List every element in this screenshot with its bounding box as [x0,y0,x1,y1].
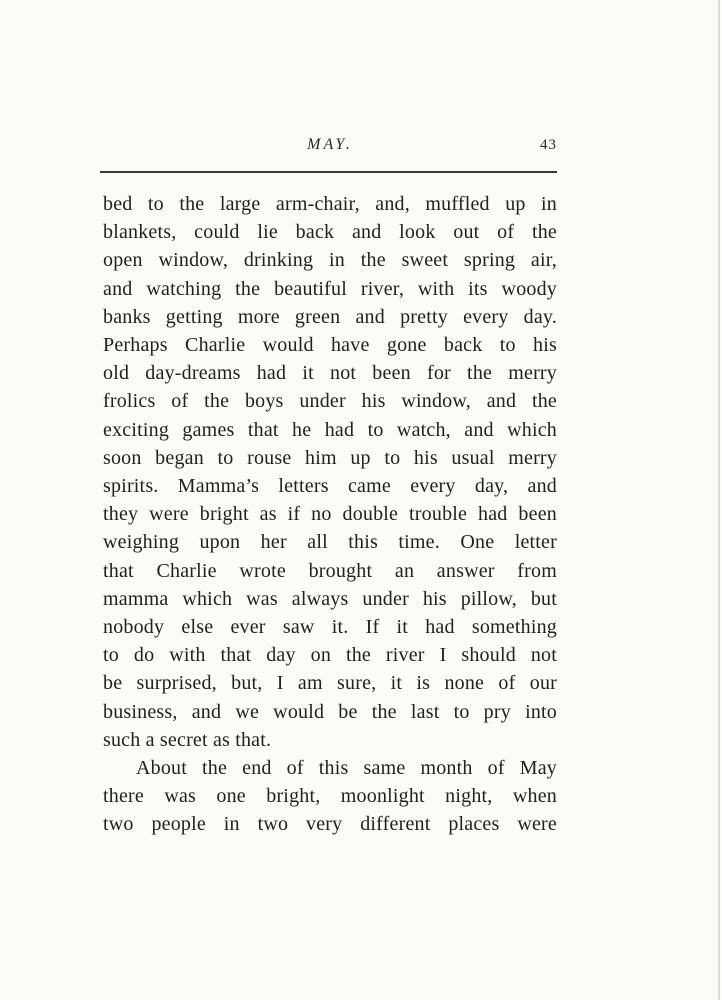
text-line: and watching the beautiful river, with its woody [103,277,557,300]
text-line: open window, drinking in the sweet spring air, [103,249,557,272]
header-rule [100,171,557,173]
text-line: weighing upon her all this time. One letter [103,531,557,554]
text-line: spirits. Mamma’s letters came every day, and [103,475,557,498]
running-head [103,136,557,158]
text-line: nobody else ever saw it. If it had something [103,616,557,639]
text-line: there was one bright, moonlight night, when [103,785,557,808]
text-line: be surprised, but, I am sure, it is none of our [103,672,557,695]
text-line: exciting games that he had to watch, and which [103,418,557,441]
paragraph-1 [103,190,557,754]
paragraph-2 [103,754,557,839]
text-line: bed to the large arm-chair, and, muffled up in [103,193,557,215]
text-line: they were bright as if no double trouble had been [103,503,557,526]
text-line: soon began to rouse him up to his usual merry [103,446,557,469]
text-line: business, and we would be the last to pry into [103,700,557,723]
text-line: blankets, could lie back and look out of the [103,221,557,244]
text-line: to do with that day on the river I should not [103,644,557,667]
text-line: banks getting more green and pretty every day. [103,305,557,328]
text-line: old day-dreams had it not been for the merry [103,362,557,385]
text-line: Perhaps Charlie would have gone back to his [103,334,557,357]
page-text [103,190,557,839]
text-line: frolics of the boys under his window, and the [103,390,557,413]
running-head-title: MAY. [307,136,353,153]
text-line: mamma which was always under his pillow, but [103,587,557,610]
text-line: such a secret as that. [103,728,272,751]
text-line: two people in two very different places were [103,813,557,836]
text-line: About the end of this same month of May [136,757,557,780]
text-line: that Charlie wrote brought an answer from [103,559,557,582]
page-edge-shadow [718,0,720,1000]
page-number: 43 [540,137,557,153]
